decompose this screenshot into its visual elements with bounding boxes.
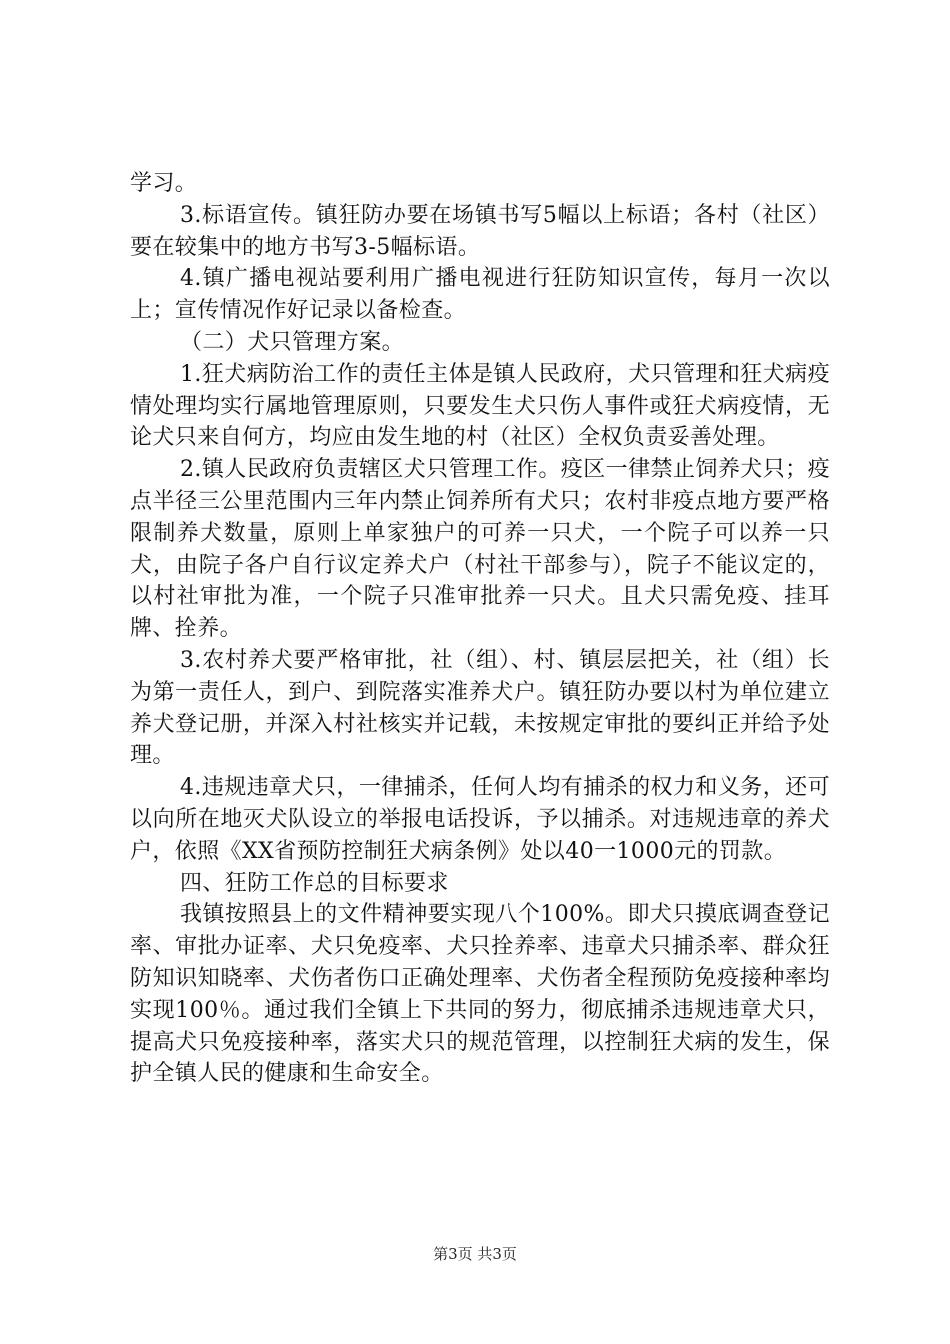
- section-heading-targets: 四、狂防工作总的目标要求: [180, 870, 449, 896]
- paragraph-jurisdiction-management: 2.镇人民政府负责辖区犬只管理工作。疫区一律禁止饲养犬只；疫点半径三公里范围内三年内禁止饲养所有犬只；农村非疫点地方要严格限制养犬数量，原则上单家独户的可养一只犬，一个院子可以养一只犬，由院子各户自行议定养犬户（村社干部参与），院子不能议定的，以村社审批为准，一个院子只准审批养一只犬。且犬只需免疫、挂耳牌、拴养。: [130, 457, 830, 642]
- paragraph-continuation: 学习。: [130, 171, 198, 196]
- paragraph-violations: 4.违规违章犬只，一律捕杀，任何人均有捕杀的权力和义务，还可以向所在地灭犬队设立的举报电话投诉，予以捕杀。对违规违章的养犬户，依照《XX省预防控制狂犬病条例》处以40一1000元的罚款。: [130, 775, 830, 864]
- section-heading-dog-management: （二）犬只管理方案。: [180, 329, 405, 355]
- paragraph-responsibility: 1.狂犬病防治工作的责任主体是镇人民政府，犬只管理和狂犬病疫情处理均实行属地管理原则，只要发生犬只伤人事件或狂犬病疫情，无论犬只来自何方，均应由发生地的村（社区）全权负责妥善处理。: [130, 361, 830, 451]
- page-footer: 第3页 共3页: [433, 1245, 517, 1263]
- paragraph-broadcast-publicity: 4.镇广播电视站要利用广播电视进行狂防知识宣传，每月一次以上；宣传情况作好记录以备检查。: [130, 266, 830, 324]
- document-body: [130, 168, 830, 1090]
- paragraph-approval: 3.农村养犬要严格审批，社（组）、村、镇层层把关，社（组）长为第一责任人，到户、到院落实准养犬户。镇狂防办要以村为单位建立养犬登记册，并深入村社核实并记载，未按规定审批的要纠正并给予处理。: [130, 647, 830, 769]
- paragraph-targets: 我镇按照县上的文件精神要实现八个100%。即犬只摸底调查登记率、审批办证率、犬只免疫率、犬只拴养率、违章犬只捕杀率、群众狂防知识知晓率、犬伤者伤口正确处理率、犬伤者全程预防免疫接种率均实现100％。通过我们全镇上下共同的努力，彻底捕杀违规违章犬只，提高犬只免疫接种率，落实犬只的规范管理，以控制狂犬病的发生，保护全镇人民的健康和生命安全。: [130, 902, 830, 1087]
- paragraph-slogan-publicity: 3.标语宣传。镇狂防办要在场镇书写5幅以上标语；各村（社区）要在较集中的地方书写3-5幅标语。: [130, 202, 830, 260]
